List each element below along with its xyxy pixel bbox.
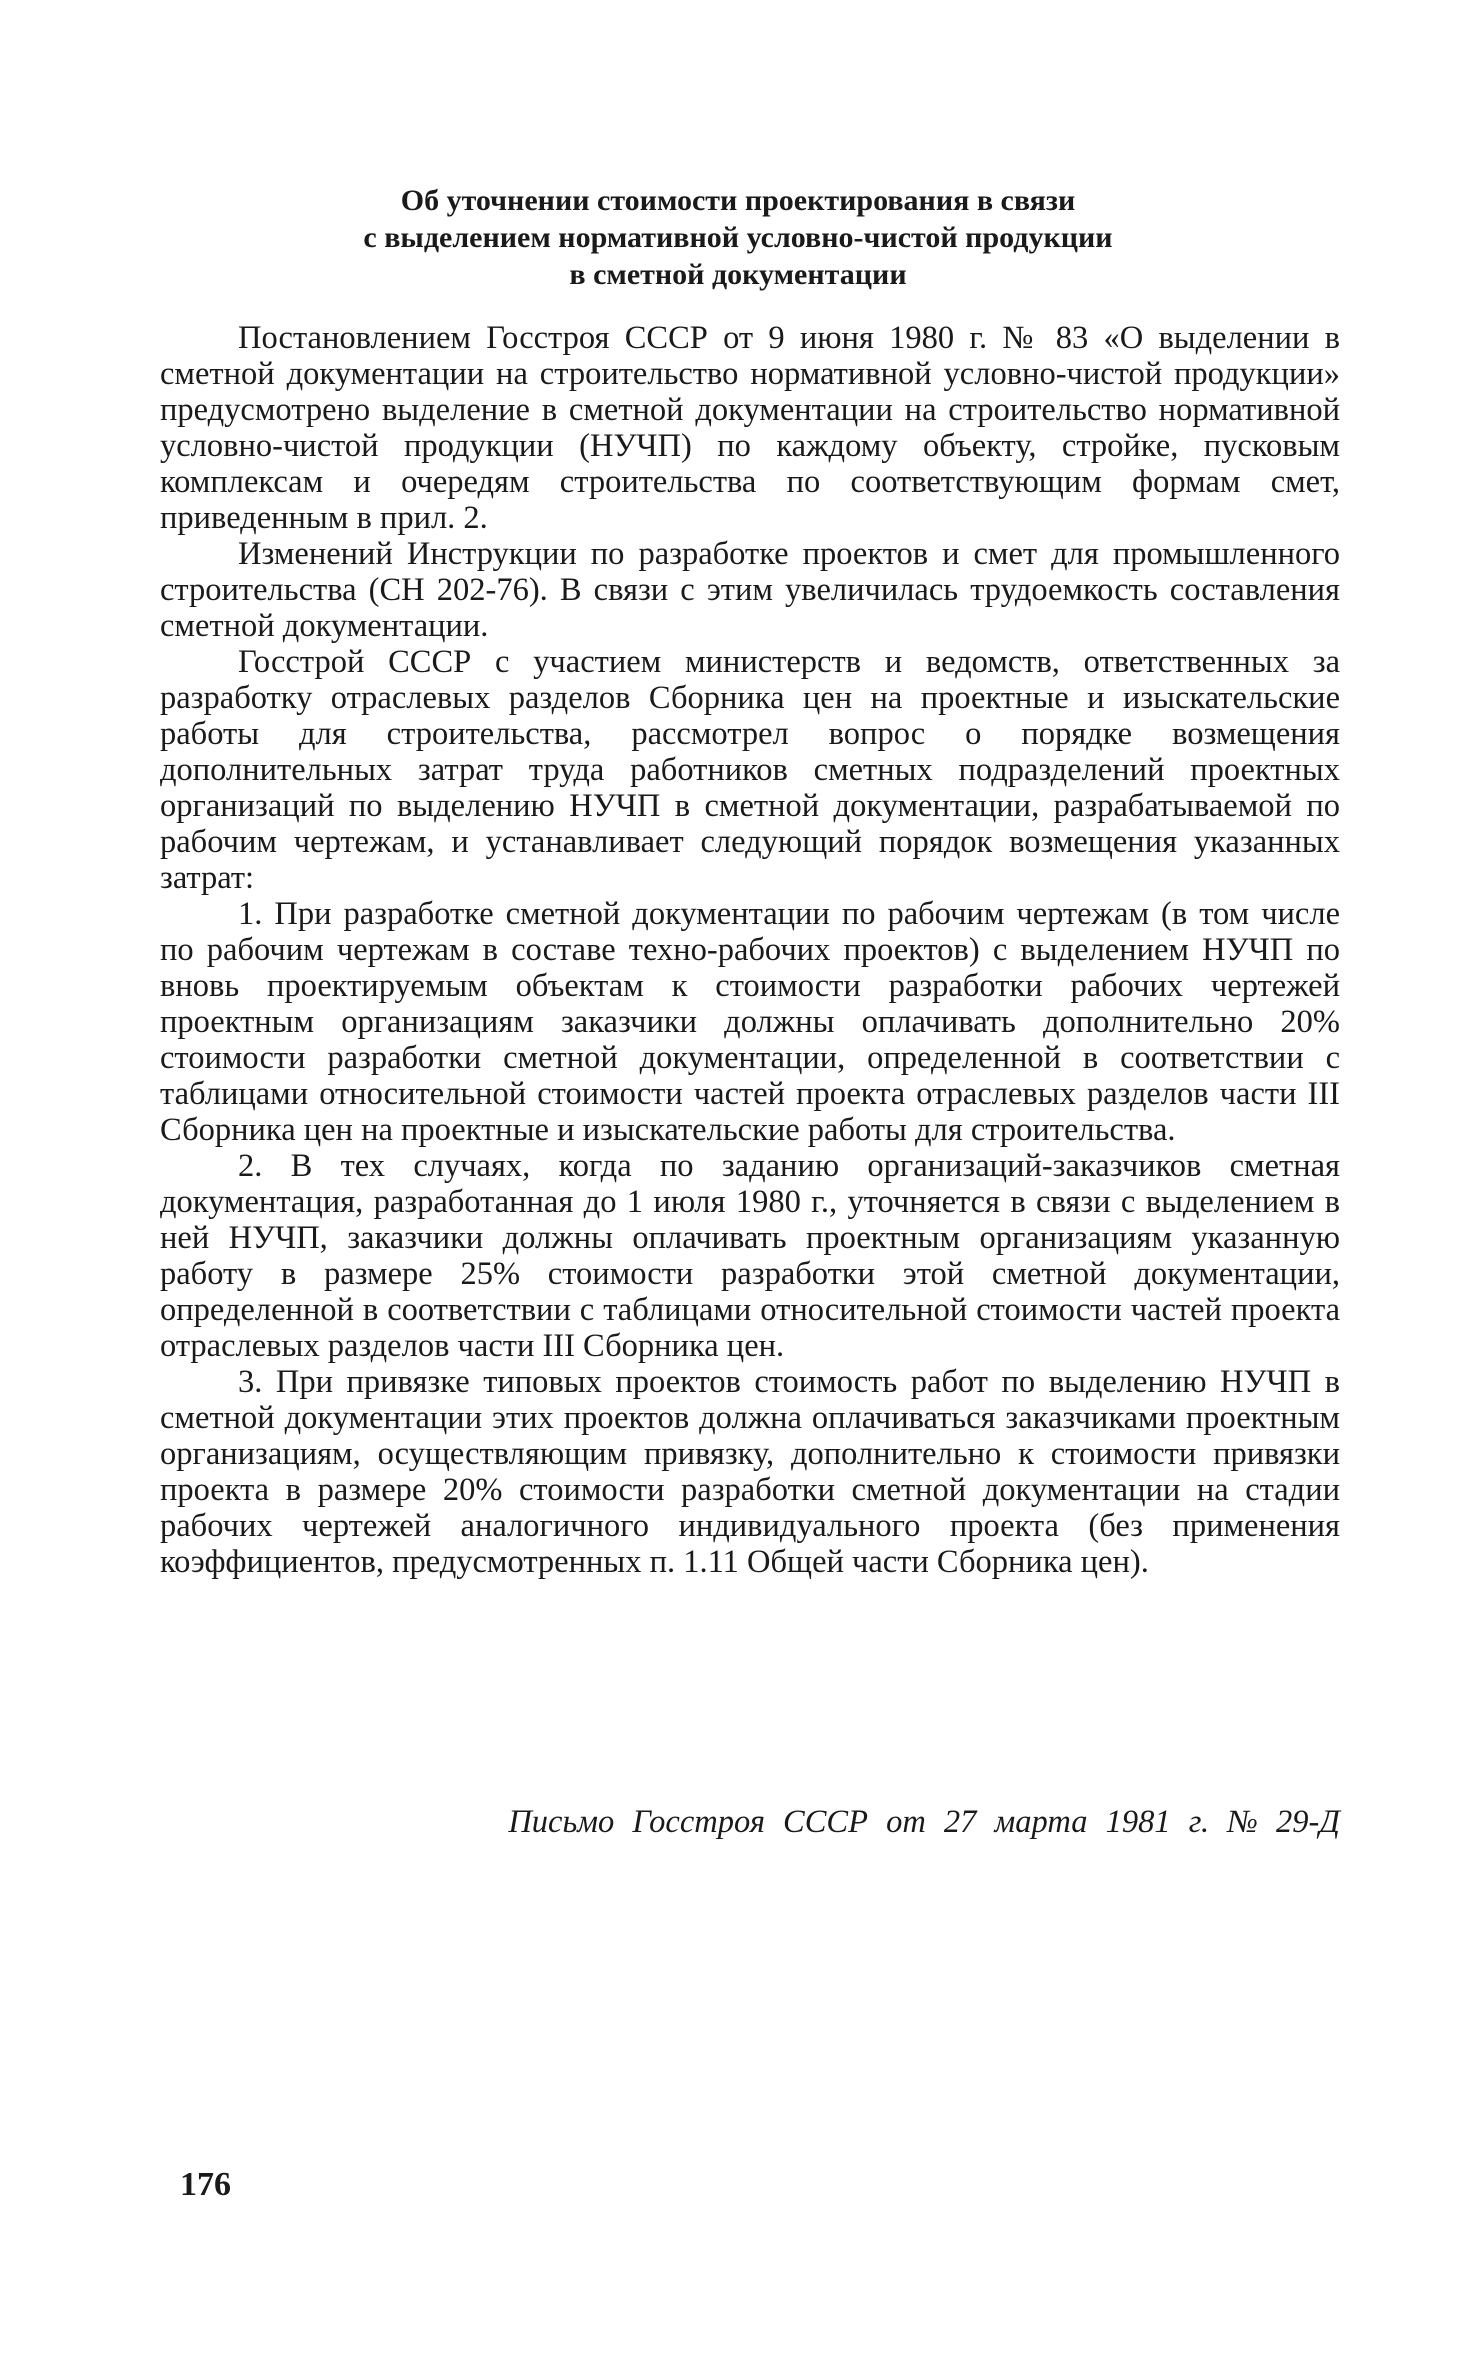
document-signature: Письмо Госстроя СССР от 27 марта 1981 г. № 29-Д (508, 1804, 1340, 1840)
paragraph-instruction-changes: Изменений Инструкции по разработке проектов и смет для промышленного строительства (СН 202-76). В связи с этим увеличилась трудоемкость составления сметной документации. (160, 536, 1340, 644)
paragraph-item-3: 3. При привязке типовых проектов стоимость работ по выделению НУЧП в сметной документации этих проектов должна оплачиваться заказчиками проектным организациям, осуществляющим привязку, дополнительно к стоимости привязки проекта в размере 20% стоимости разработки сметной документации на стадии рабочих чертежей аналогичного индивидуального проекта (без применения коэффициентов, предусмотренных п. 1.11 Общей части Сборника цен). (160, 1364, 1340, 1580)
paragraph-gosstroy-order: Госстрой СССР с участием министерств и ведомств, ответственных за разработку отраслевых разделов Сборника цен на проектные и изыскательские работы для строительства, рассмотрел вопрос о порядке возмещения дополнительных затрат труда работников сметных подразделений проектных организаций по выделению НУЧП в сметной документации, разрабатываемой по рабочим чертежам, и устанавливает следующий порядок возмещения указанных затрат: (160, 644, 1340, 896)
document-title (180, 182, 1296, 293)
paragraph-resolution: Постановлением Госстроя СССР от 9 июня 1980 г. № 83 «О выделении в сметной документации на строительство нормативной условно-чистой продукции» предусмотрено выделение в сметной документации на строительство нормативной условно-чистой продукции (НУЧП) по каждому объекту, стройке, пусковым комплексам и очередям строительства по соответствующим формам смет, приведенным в прил. 2. (160, 320, 1340, 536)
title-line: в сметной документации (569, 258, 907, 291)
paragraph-item-2: 2. В тех случаях, когда по заданию организаций-заказчиков сметная документация, разработанная до 1 июля 1980 г., уточняется в связи с выделением в ней НУЧП, заказчики должны оплачивать проектным организациям указанную работу в размере 25% стоимости разработки этой сметной документации, определенной в соответствии с таблицами относительной стоимости частей проекта отраслевых разделов части III Сборника цен. (160, 1148, 1340, 1364)
page-number: 176 (180, 2166, 231, 2203)
document-body (160, 320, 1340, 1580)
title-line: Об уточнении стоимости проектирования в связи (400, 184, 1076, 217)
title-line: с выделением нормативной условно-чистой продукции (363, 221, 1113, 254)
paragraph-item-1: 1. При разработке сметной документации по рабочим чертежам (в том числе по рабочим чертежам в составе техно-рабочих проектов) с выделением НУЧП по вновь проектируемым объектам к стоимости разработки рабочих чертежей проектным организациям заказчики должны оплачивать дополнительно 20% стоимости разработки сметной документации, определенной в соответствии с таблицами относительной стоимости частей проекта отраслевых разделов части III Сборника цен на проектные и изыскательские работы для строительства. (160, 896, 1340, 1148)
